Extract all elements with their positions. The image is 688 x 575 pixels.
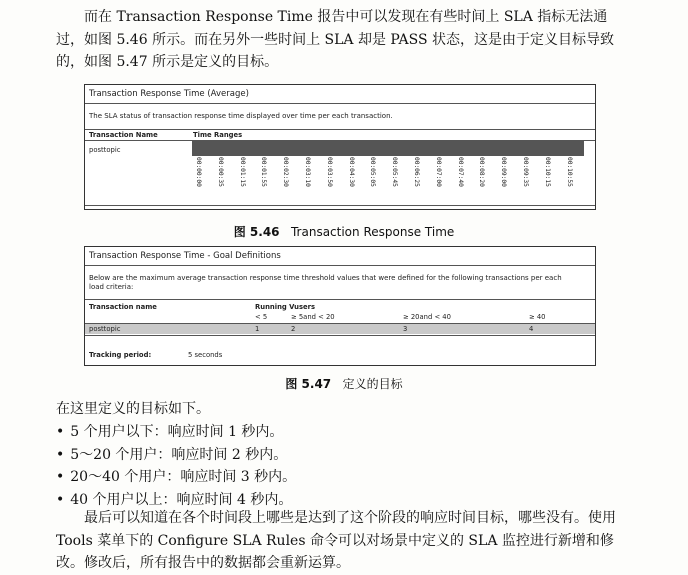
tracking-period-value: 5 seconds	[188, 351, 223, 359]
col-transaction-name: Transaction Name	[89, 131, 158, 139]
vuser-range-1: < 5	[255, 313, 268, 321]
time-range-label: 00:09:35	[522, 157, 529, 187]
goal-1: 1	[255, 325, 260, 333]
time-range-label: 00:10:55	[565, 157, 573, 187]
col-running-vusers: Running Vusers	[255, 303, 316, 311]
tracking-period-label: Tracking period:	[89, 351, 152, 359]
sla-status-bar	[192, 141, 584, 156]
col-transaction-name: Transaction name	[89, 303, 157, 311]
goal-2: 2	[291, 325, 296, 333]
goals-intro: 在这里定义的目标如下。	[56, 401, 210, 417]
time-range-label: 00:05:05	[369, 157, 377, 187]
time-range-label: 00:01:15	[238, 157, 246, 187]
list-item: • 5～20 个用户：响应时间 2 秒内。	[56, 444, 296, 467]
goal-transaction: posttopic	[89, 325, 121, 333]
time-range-label: 00:02:30	[282, 157, 290, 187]
caption-figure-5-46: 图 5.46 Transaction Response Time	[233, 225, 455, 239]
time-range-label: 00:08:20	[478, 157, 486, 187]
time-range-label: 00:03:50	[325, 157, 333, 187]
vuser-range-2: ≥ 5and < 20	[291, 313, 335, 321]
list-item: • 40 个用户以上：响应时间 4 秒内。	[56, 489, 296, 512]
figure-goal-definitions	[84, 246, 596, 366]
figure2-title: Transaction Response Time - Goal Definitions	[89, 251, 281, 261]
paragraph-1: 而在 Transaction Response Time 报告中可以发现在有些时间上 SLA 指标无法通过，如图 5.46 所示。而在另外一些时间上 SLA 却是 PASS 状态，这是由于定义目标导致的，如图 5.47 所示是定义的目标。	[56, 9, 615, 70]
time-range-label: 00:06:25	[413, 157, 420, 187]
time-range-label: 00:07:00	[434, 157, 442, 187]
vuser-range-3: ≥ 20and < 40	[403, 313, 451, 321]
vuser-range-4: ≥ 40	[529, 313, 546, 321]
time-range-label: 00:01:55	[260, 157, 268, 187]
goal-3: 3	[403, 325, 408, 333]
time-range-label: 00:04:30	[347, 157, 355, 187]
goal-4: 4	[529, 325, 534, 333]
time-range-label: 00:07:40	[456, 157, 464, 187]
figure1-title: Transaction Response Time (Average)	[89, 89, 249, 99]
time-range-label: 00:03:10	[304, 157, 311, 187]
time-range-label: 00:05:45	[391, 157, 399, 187]
figure2-description: Below are the maximum average transaction response time threshold values that were defined for the following transactions per each load criteria:	[89, 274, 562, 291]
goal-list	[56, 421, 296, 511]
row-transaction: posttopic	[89, 146, 121, 154]
col-time-ranges: Time Ranges	[193, 131, 243, 139]
time-range-label: 00:09:00	[500, 157, 508, 187]
time-range-label: 00:10:15	[543, 157, 551, 187]
list-item: • 20～40 个用户：响应时间 3 秒内。	[56, 466, 296, 489]
time-range-label: 00:00:35	[216, 157, 224, 187]
figure-transaction-response-time	[84, 84, 596, 210]
figure1-description: The SLA status of transaction response time displayed over time per each transaction.	[89, 112, 393, 120]
paragraph-last: 最后可以知道在各个时间段上哪些是达到了这个阶段的响应时间目标，哪些没有。使用 Tools 菜单下的 Configure SLA Rules 命令可以对场景中定义的 SLA 监控进行新增和修改。修改后，所有报告中的数据都会重新运算。	[56, 510, 616, 571]
caption-figure-5-47: 图 5.47 定义的目标	[285, 377, 403, 391]
time-range-label: 00:00:00	[195, 157, 202, 187]
list-item: • 5 个用户以下：响应时间 1 秒内。	[56, 421, 296, 444]
